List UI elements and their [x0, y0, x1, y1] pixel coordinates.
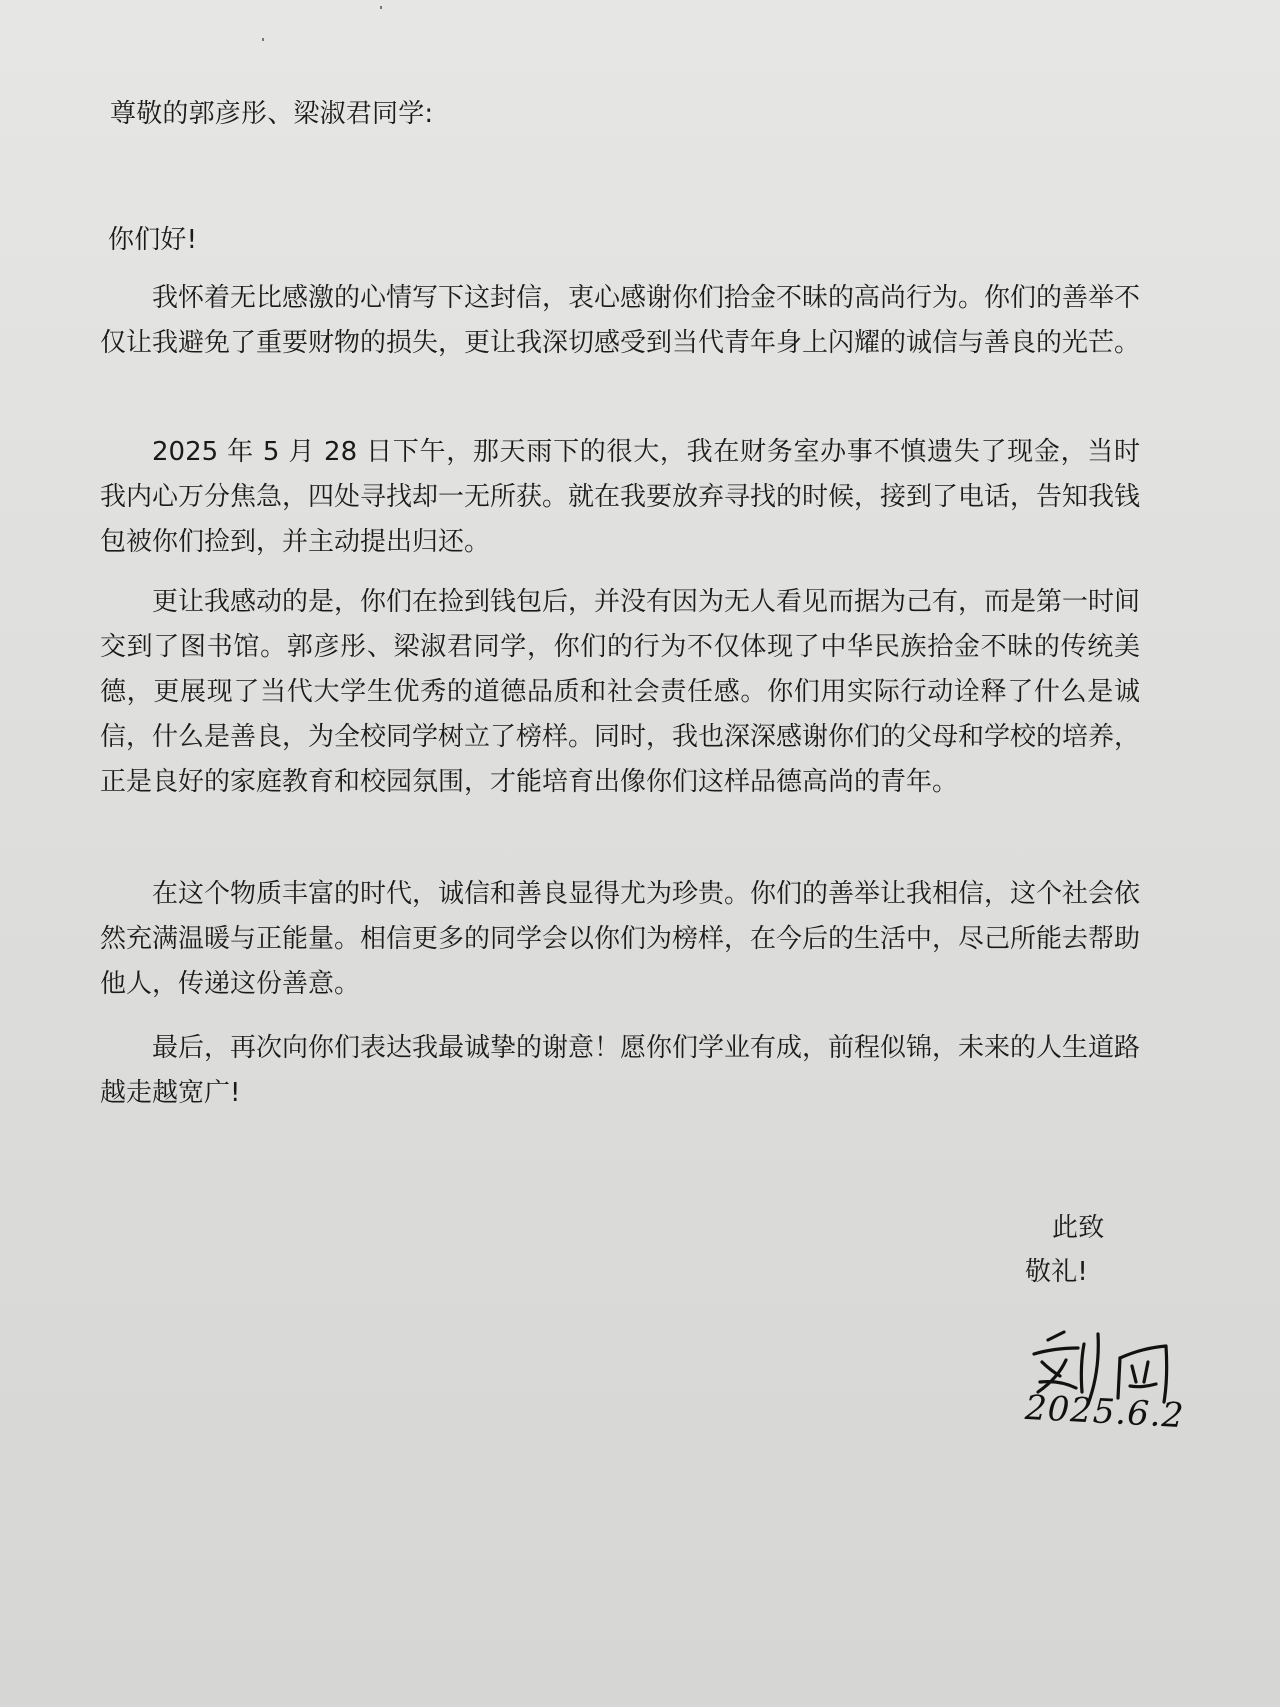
letter-paragraph-3 [100, 580, 1140, 805]
paper-speck [380, 6, 382, 9]
letter-salutation: 尊敬的郭彦彤、梁淑君同学: [110, 99, 434, 129]
paragraph-text: 最后，再次向你们表达我最诚挚的谢意！愿你们学业有成，前程似锦，未来的人生道路越走越宽广! [100, 1033, 1141, 1108]
letter-paragraph-5 [100, 1026, 1140, 1116]
letter-paragraph-4 [100, 872, 1140, 1007]
letter-paragraph-1 [100, 276, 1140, 366]
paragraph-text: 2025 年 5 月 28 日下午，那天雨下的很大，我在财务室办事不慎遗失了现金，当时我内心万分焦急，四处寻找却一无所获。就在我要放弃寻找的时候，接到了电话，告知我钱包被你们捡到，并主动提出归还。 [100, 437, 1141, 557]
paragraph-text: 更让我感动的是，你们在捡到钱包后，并没有因为无人看见而据为己有，而是第一时间交到了图书馆。郭彦彤、梁淑君同学，你们的行为不仅体现了中华民族拾金不昧的传统美德，更展现了当代大学生优秀的道德品质和社会责任感。你们用实际行动诠释了什么是诚信，什么是善良，为全校同学树立了榜样。同时，我也深深感谢你们的父母和学校的培养，正是良好的家庭教育和校园氛围，才能培育出像你们这样品德高尚的青年。 [100, 587, 1141, 797]
letter-paragraph-2 [100, 430, 1140, 565]
closing-line-2: 敬礼! [1025, 1257, 1089, 1287]
paragraph-text: 我怀着无比感激的心情写下这封信，衷心感谢你们拾金不昧的高尚行为。你们的善举不仅让我避免了重要财物的损失，更让我深切感受到当代青年身上闪耀的诚信与善良的光芒。 [100, 283, 1141, 358]
closing-line-1: 此致 [1052, 1213, 1105, 1243]
signature-date: 2025.6.2 [1024, 1387, 1186, 1437]
paragraph-text: 在这个物质丰富的时代，诚信和善良显得尤为珍贵。你们的善举让我相信，这个社会依然充满温暖与正能量。相信更多的同学会以你们为榜样，在今后的生活中，尽己所能去帮助他人，传递这份善意。 [100, 879, 1141, 999]
paper-speck [262, 38, 264, 41]
letter-greeting: 你们好! [108, 225, 198, 255]
